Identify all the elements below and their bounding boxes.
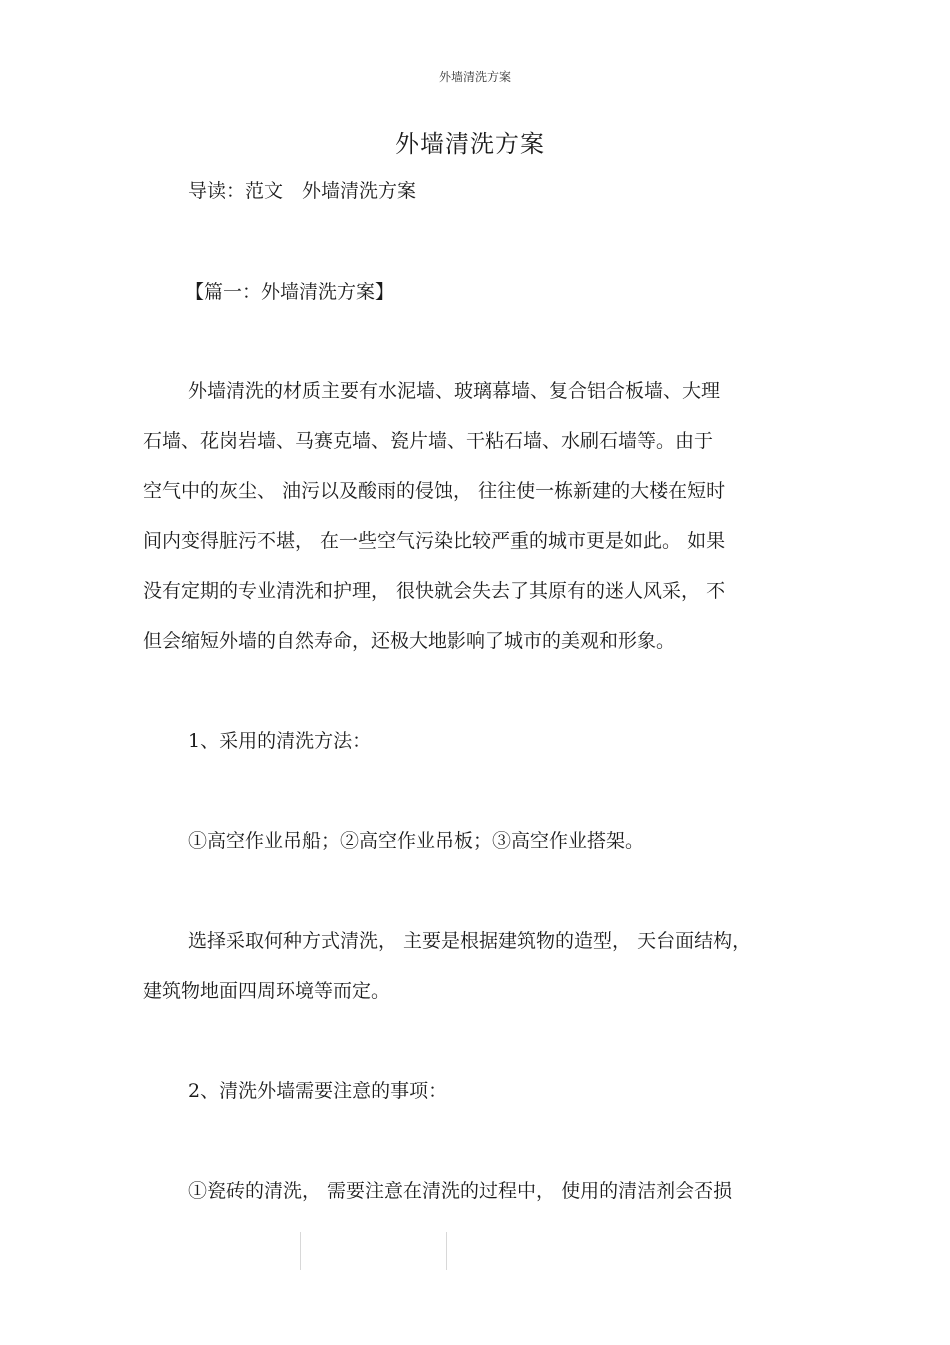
body-paragraph	[143, 366, 808, 666]
item1-methods: ①高空作业吊船；②高空作业吊板；③高空作业搭架。	[188, 830, 645, 852]
document-title: 外墙清洗方案	[395, 130, 545, 158]
paragraph-line: 选择采取何种方式清洗， 主要是根据建筑物的造型， 天台面结构，	[188, 930, 752, 952]
footer-divider-right	[446, 1232, 447, 1270]
paragraph-line: 空气中的灰尘、 油污以及酸雨的侵蚀， 往往使一栋新建的大楼在短时	[143, 480, 726, 502]
footer-divider-left	[300, 1232, 301, 1270]
paragraph-line: 但会缩短外墙的自然寿命，还极大地影响了城市的美观和形象。	[143, 630, 676, 652]
paragraph-line: 建筑物地面四周环境等而定。	[143, 980, 391, 1002]
paragraph-line: 没有定期的专业清洗和护理， 很快就会失去了其原有的迷人风采， 不	[143, 580, 726, 602]
item2-heading: 2、清洗外墙需要注意的事项：	[188, 1080, 448, 1102]
section-heading: 【篇一：外墙清洗方案】	[185, 281, 395, 303]
intro-line: 导读：范文 外墙清洗方案	[188, 180, 417, 202]
paragraph-line: 间内变得脏污不堪， 在一些空气污染比较严重的城市更是如此。 如果	[143, 530, 726, 552]
item1-note	[143, 916, 808, 1016]
item1-heading: 1、采用的清洗方法：	[188, 730, 372, 752]
paragraph-line: 石墙、花岗岩墙、马赛克墙、瓷片墙、干粘石墙、水刷石墙等。由于	[143, 430, 714, 452]
running-header: 外墙清洗方案	[438, 70, 511, 84]
paragraph-line: 外墙清洗的材质主要有水泥墙、玻璃幕墙、复合铝合板墙、大理	[188, 380, 721, 402]
item2-first-line: ①瓷砖的清洗， 需要注意在清洗的过程中， 使用的清洁剂会否损	[188, 1180, 733, 1202]
